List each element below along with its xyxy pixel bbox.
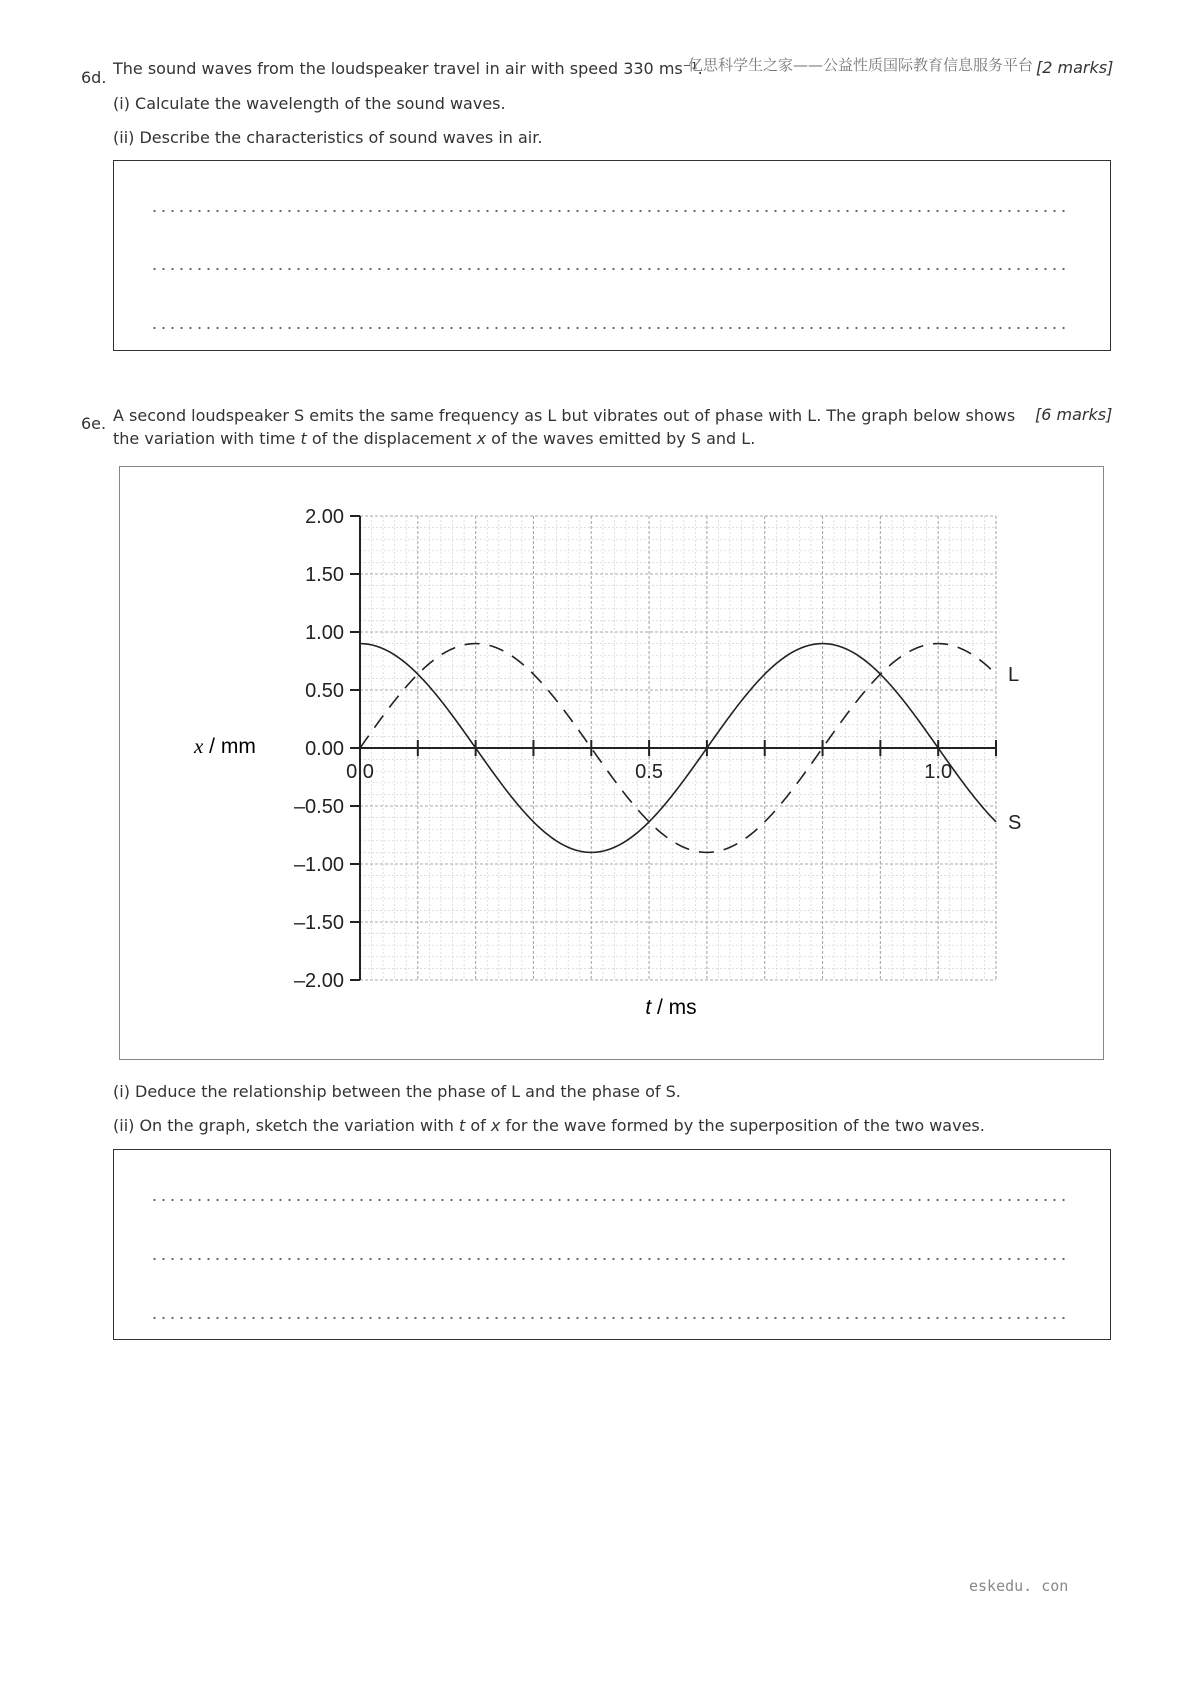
x-axis-unit: / ms (651, 996, 697, 1019)
answer-box-6e[interactable] (113, 1149, 1111, 1340)
text-segment: of the waves emitted by S and L. (486, 429, 756, 448)
y-tick-label: 1.50 (305, 564, 344, 586)
answer-line (150, 1257, 1066, 1261)
displacement-time-chart (120, 467, 1105, 1061)
y-tick-label: –0.50 (293, 796, 344, 818)
answer-line (150, 1198, 1066, 1202)
question-6e-marks: [6 marks] (1035, 405, 1113, 424)
question-6d-text: The sound waves from the loudspeaker travel in air with speed 330 ms⁻¹. (113, 59, 703, 78)
question-6d-part-ii: (ii) Describe the characteristics of sound waves in air. (113, 128, 543, 147)
text-segment: for the wave formed by the superposition of the two waves. (500, 1116, 985, 1135)
y-tick-label: 0.00 (305, 738, 344, 760)
variable-t: t (459, 1116, 466, 1135)
question-6d-marks: [2 marks] (1036, 58, 1114, 77)
x-tick-label: 0.5 (635, 761, 663, 783)
y-tick-label: –2.00 (293, 970, 344, 992)
question-6e-text-line1: A second loudspeaker S emits the same frequency as L but vibrates out of phase with L. The graph below shows (113, 406, 1016, 425)
y-axis-variable: x (194, 734, 204, 758)
x-tick-label: 1.0 (924, 761, 953, 783)
question-number-6d: 6d. (81, 68, 107, 87)
y-axis-label (193, 734, 256, 758)
y-ticks (294, 506, 360, 992)
question-6d-part-i: (i) Calculate the wavelength of the sound waves. (113, 94, 506, 113)
answer-line (150, 267, 1066, 271)
question-number-6e: 6e. (81, 414, 107, 433)
question-6e-text-line2 (113, 427, 755, 450)
question-6e-part-ii (113, 1114, 985, 1137)
text-segment: the variation with time (113, 429, 301, 448)
answer-line (150, 326, 1066, 330)
variable-x: x (476, 429, 487, 448)
footer-text: eskedu. con (969, 1577, 1069, 1595)
watermark-text: 亿思科学生之家——公益性质国际教育信息服务平台 (688, 56, 1034, 74)
answer-line (150, 1316, 1066, 1320)
y-tick-label: 2.00 (305, 506, 344, 528)
text-segment: of the displacement (306, 429, 477, 448)
x-ticks (346, 740, 996, 783)
y-axis-unit: / mm (203, 735, 256, 758)
variable-x: x (490, 1116, 501, 1135)
answer-box-6d[interactable] (113, 160, 1111, 351)
question-6e-part-i: (i) Deduce the relationship between the phase of L and the phase of S. (113, 1082, 681, 1101)
series-L-label: L (1008, 664, 1020, 687)
x-axis-label (645, 996, 696, 1019)
y-tick-label: –1.50 (293, 912, 344, 934)
series-S-label: S (1008, 811, 1022, 834)
y-tick-label: –1.00 (293, 854, 344, 876)
x-tick-label: 0.0 (346, 761, 374, 783)
figure-box (119, 466, 1104, 1060)
y-tick-label: 0.50 (305, 680, 344, 702)
y-tick-label: 1.00 (305, 622, 344, 644)
text-segment: of (465, 1116, 491, 1135)
variable-t: t (300, 429, 307, 448)
x-axis-variable: t (645, 996, 652, 1019)
answer-line (150, 209, 1066, 213)
text-segment: (ii) On the graph, sketch the variation with (113, 1116, 460, 1135)
